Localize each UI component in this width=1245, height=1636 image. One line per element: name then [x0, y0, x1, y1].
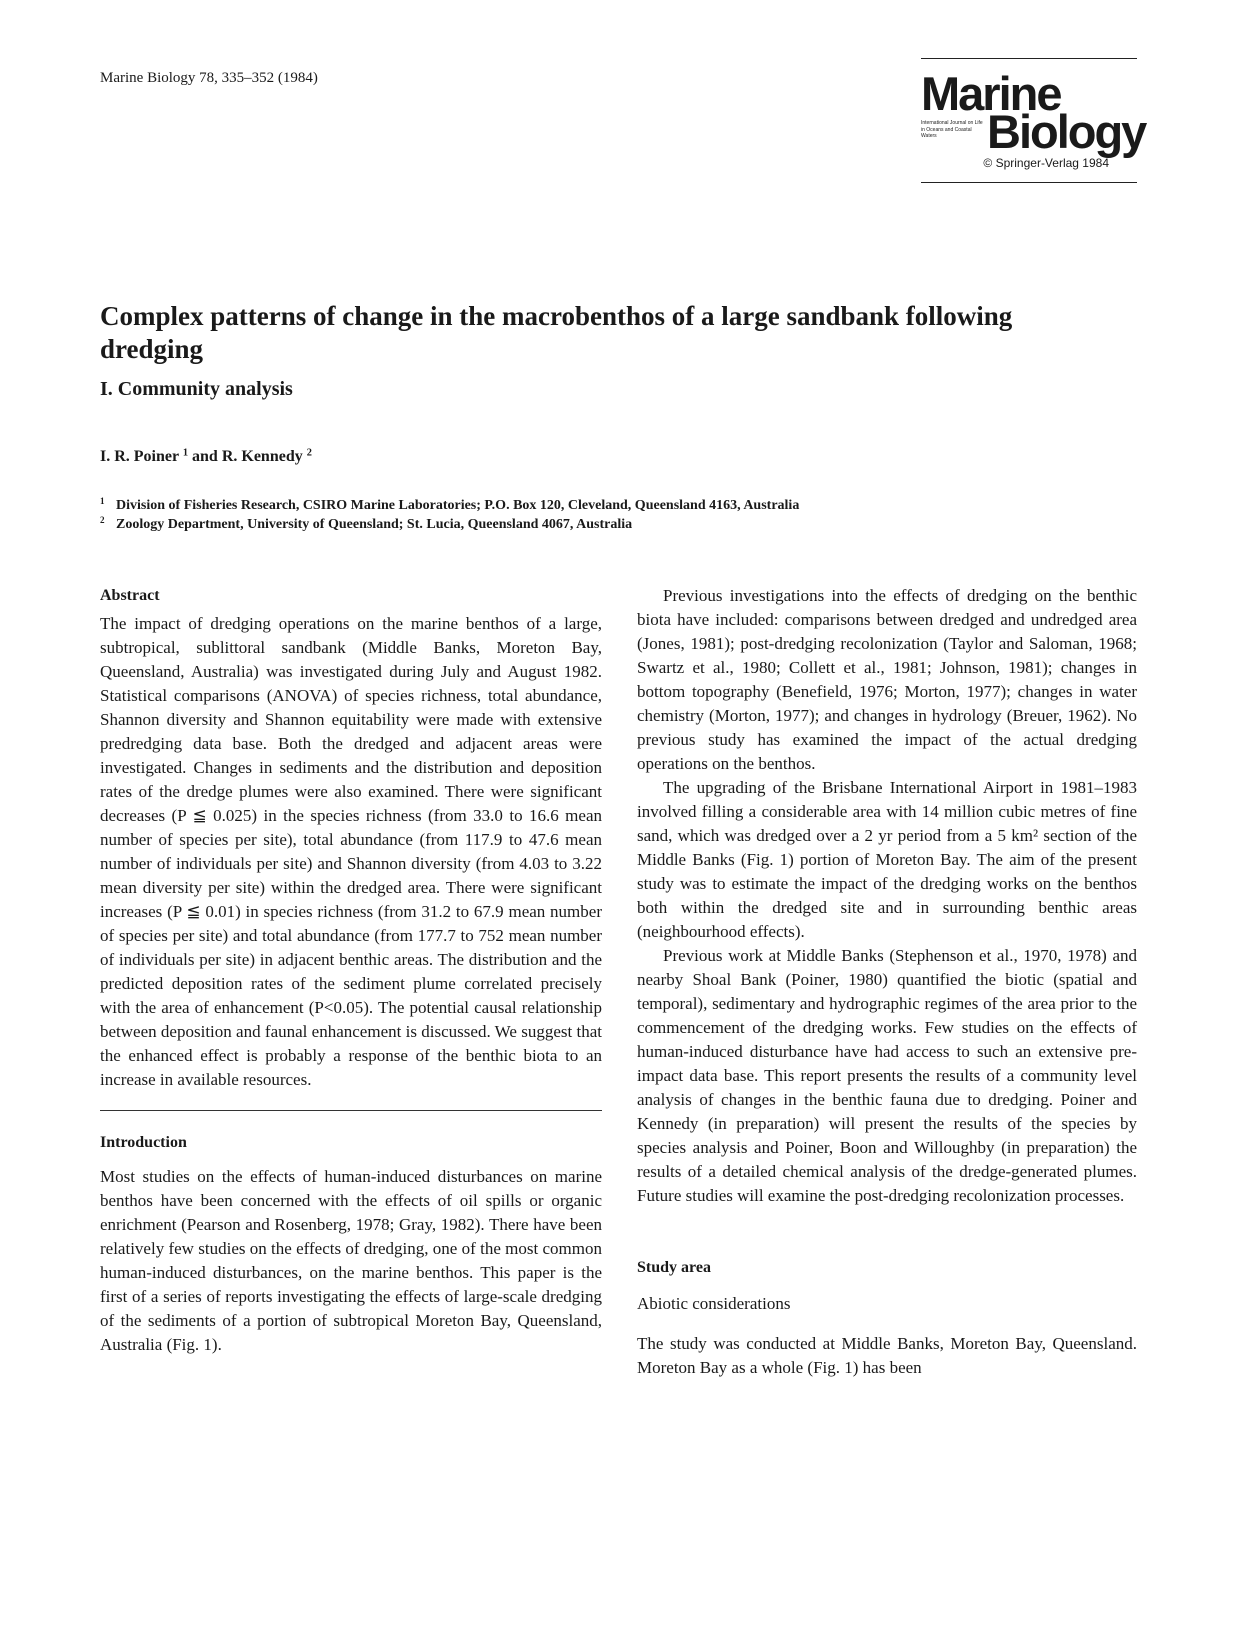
study-area-text: The study was conducted at Middle Banks, Moreton Bay, Queensland. Moreton Bay as a whole (Fig. 1) has been	[637, 1334, 1137, 1377]
affiliation-text: Division of Fisheries Research, CSIRO Marine Laboratories; P.O. Box 120, Cleveland, Queensland 4163, Australia	[116, 498, 800, 513]
abstract-separator	[100, 1110, 602, 1111]
logo-tagline: International Journal on Life in Oceans and Coastal Waters	[921, 120, 983, 139]
journal-logo	[921, 58, 1146, 188]
publisher-copyright: © Springer-Verlag 1984	[983, 156, 1109, 170]
left-column	[100, 584, 602, 1357]
affiliation-number: 1	[100, 496, 105, 506]
affiliation-text: Zoology Department, University of Queensland; St. Lucia, Queensland 4067, Australia	[116, 517, 633, 532]
author-name: R. Kennedy	[221, 448, 303, 465]
author-join: and	[192, 448, 218, 465]
author-affil-ref: 1	[182, 447, 189, 459]
logo-word-biology: Biology	[987, 105, 1146, 158]
introduction-paragraph: Previous work at Middle Banks (Stephenson et al., 1970, 1978) and nearby Shoal Bank (Poiner, 1980) quantified the biotic (spatial and temporal), sedimentary and hydrographic regimes of the area prior to the commencement of the dredging works. Few studies on the effects of human-induced disturbance have had access to such an extensive pre-impact data base. This report presents the results of a community level analysis of changes in the benthic fauna due to dredging. Poiner and Kennedy (in preparation) will present the results of the species by species analysis and Poiner, Boon and Willoughby (in preparation) the results of a detailed chemical analysis of the dredge-generated plumes. Future studies will examine the post-dredging recolonization processes.	[637, 946, 1137, 1205]
introduction-paragraph: Previous investigations into the effects of dredging on the benthic biota have included: comparisons between dredged and undredged area (Jones, 1981); post-dredging recolonization (Taylor and Saloman, 1968; Swartz et al., 1980; Collett et al., 1981; Johnson, 1981); changes in bottom topography (Benefield, 1976; Morton, 1977); changes in water chemistry (Morton, 1977); and changes in hydrology (Breuer, 1962). No previous study has examined the impact of the actual dredging operations on the benthos.	[637, 586, 1137, 773]
logo-word-marine: Marine	[921, 67, 1061, 120]
introduction-heading: Introduction	[100, 1134, 187, 1151]
affiliation	[100, 517, 632, 533]
logo-rule-top	[921, 58, 1137, 59]
author-affil-ref: 2	[306, 447, 312, 459]
right-column	[637, 584, 1137, 1380]
abstract-text: The impact of dredging operations on the marine benthos of a large, subtropical, sublittoral sandbank (Middle Banks, Moreton Bay, Queensland, Australia) was investigated during July and August 1982. Statistical comparisons (ANOVA) of species richness, total abundance, Shannon diversity and Shannon equitability were made with extensive predredging data base. Both the dredged and adjacent areas were investigated. Changes in sediments and the distribution and deposition rates of the dredge plumes were also examined. There were significant decreases (P ≦ 0.025) in the species richness (from 33.0 to 16.6 mean number of species per site), total abundance (from 117.9 to 47.6 mean number of individuals per site) and Shannon diversity (from 4.03 to 3.22 mean diversity per site) within the dredged area. There were significant increases (P ≦ 0.01) in species richness (from 31.2 to 67.9 mean number of species per site) and total abundance (from 177.7 to 752 mean number of individuals per site) in adjacent benthic areas. The distribution and the predicted deposition rates of the sediment plume correlated precisely with the area of enhancement (P<0.05). The potential causal relationship between deposition and faunal enhancement is discussed. We suggest that the enhanced effect is probably a response of the benthic biota to an increase in available resources.	[100, 614, 602, 1089]
introduction-paragraph: Most studies on the effects of human-induced disturbances on marine benthos have been concerned with the effects of oil spills or organic enrichment (Pearson and Rosenberg, 1978; Gray, 1982). There have been relatively few studies on the effects of dredging, one of the most common human-induced disturbances, on the marine benthos. This paper is the first of a series of reports investigating the effects of large-scale dredging of the sediments of a portion of subtropical Moreton Bay, Queensland, Australia (Fig. 1).	[100, 1167, 602, 1354]
logo-rule-bottom	[921, 182, 1137, 183]
journal-citation: Marine Biology 78, 335–352 (1984)	[100, 70, 318, 86]
study-area-heading: Study area	[637, 1259, 711, 1276]
abiotic-subheading: Abiotic considerations	[637, 1294, 791, 1313]
article-title: Complex patterns of change in the macrobenthos of a large sandbank following dredging	[100, 301, 1013, 364]
abstract-heading: Abstract	[100, 587, 160, 604]
author-name: I. R. Poiner	[100, 448, 179, 465]
introduction-paragraph: The upgrading of the Brisbane International Airport in 1981–1983 involved filling a considerable area with 14 million cubic metres of fine sand, which was dredged over a 2 yr period from a 5 km² section of the Middle Banks (Fig. 1) portion of Moreton Bay. The aim of the present study was to estimate the impact of the dredging works on the benthos both within the dredged site and in surrounding benthic areas (neighbourhood effects).	[637, 778, 1137, 941]
article-subtitle: I. Community analysis	[100, 378, 293, 400]
author-list	[100, 448, 312, 466]
affiliation-number: 2	[100, 515, 105, 525]
affiliation	[100, 498, 799, 514]
